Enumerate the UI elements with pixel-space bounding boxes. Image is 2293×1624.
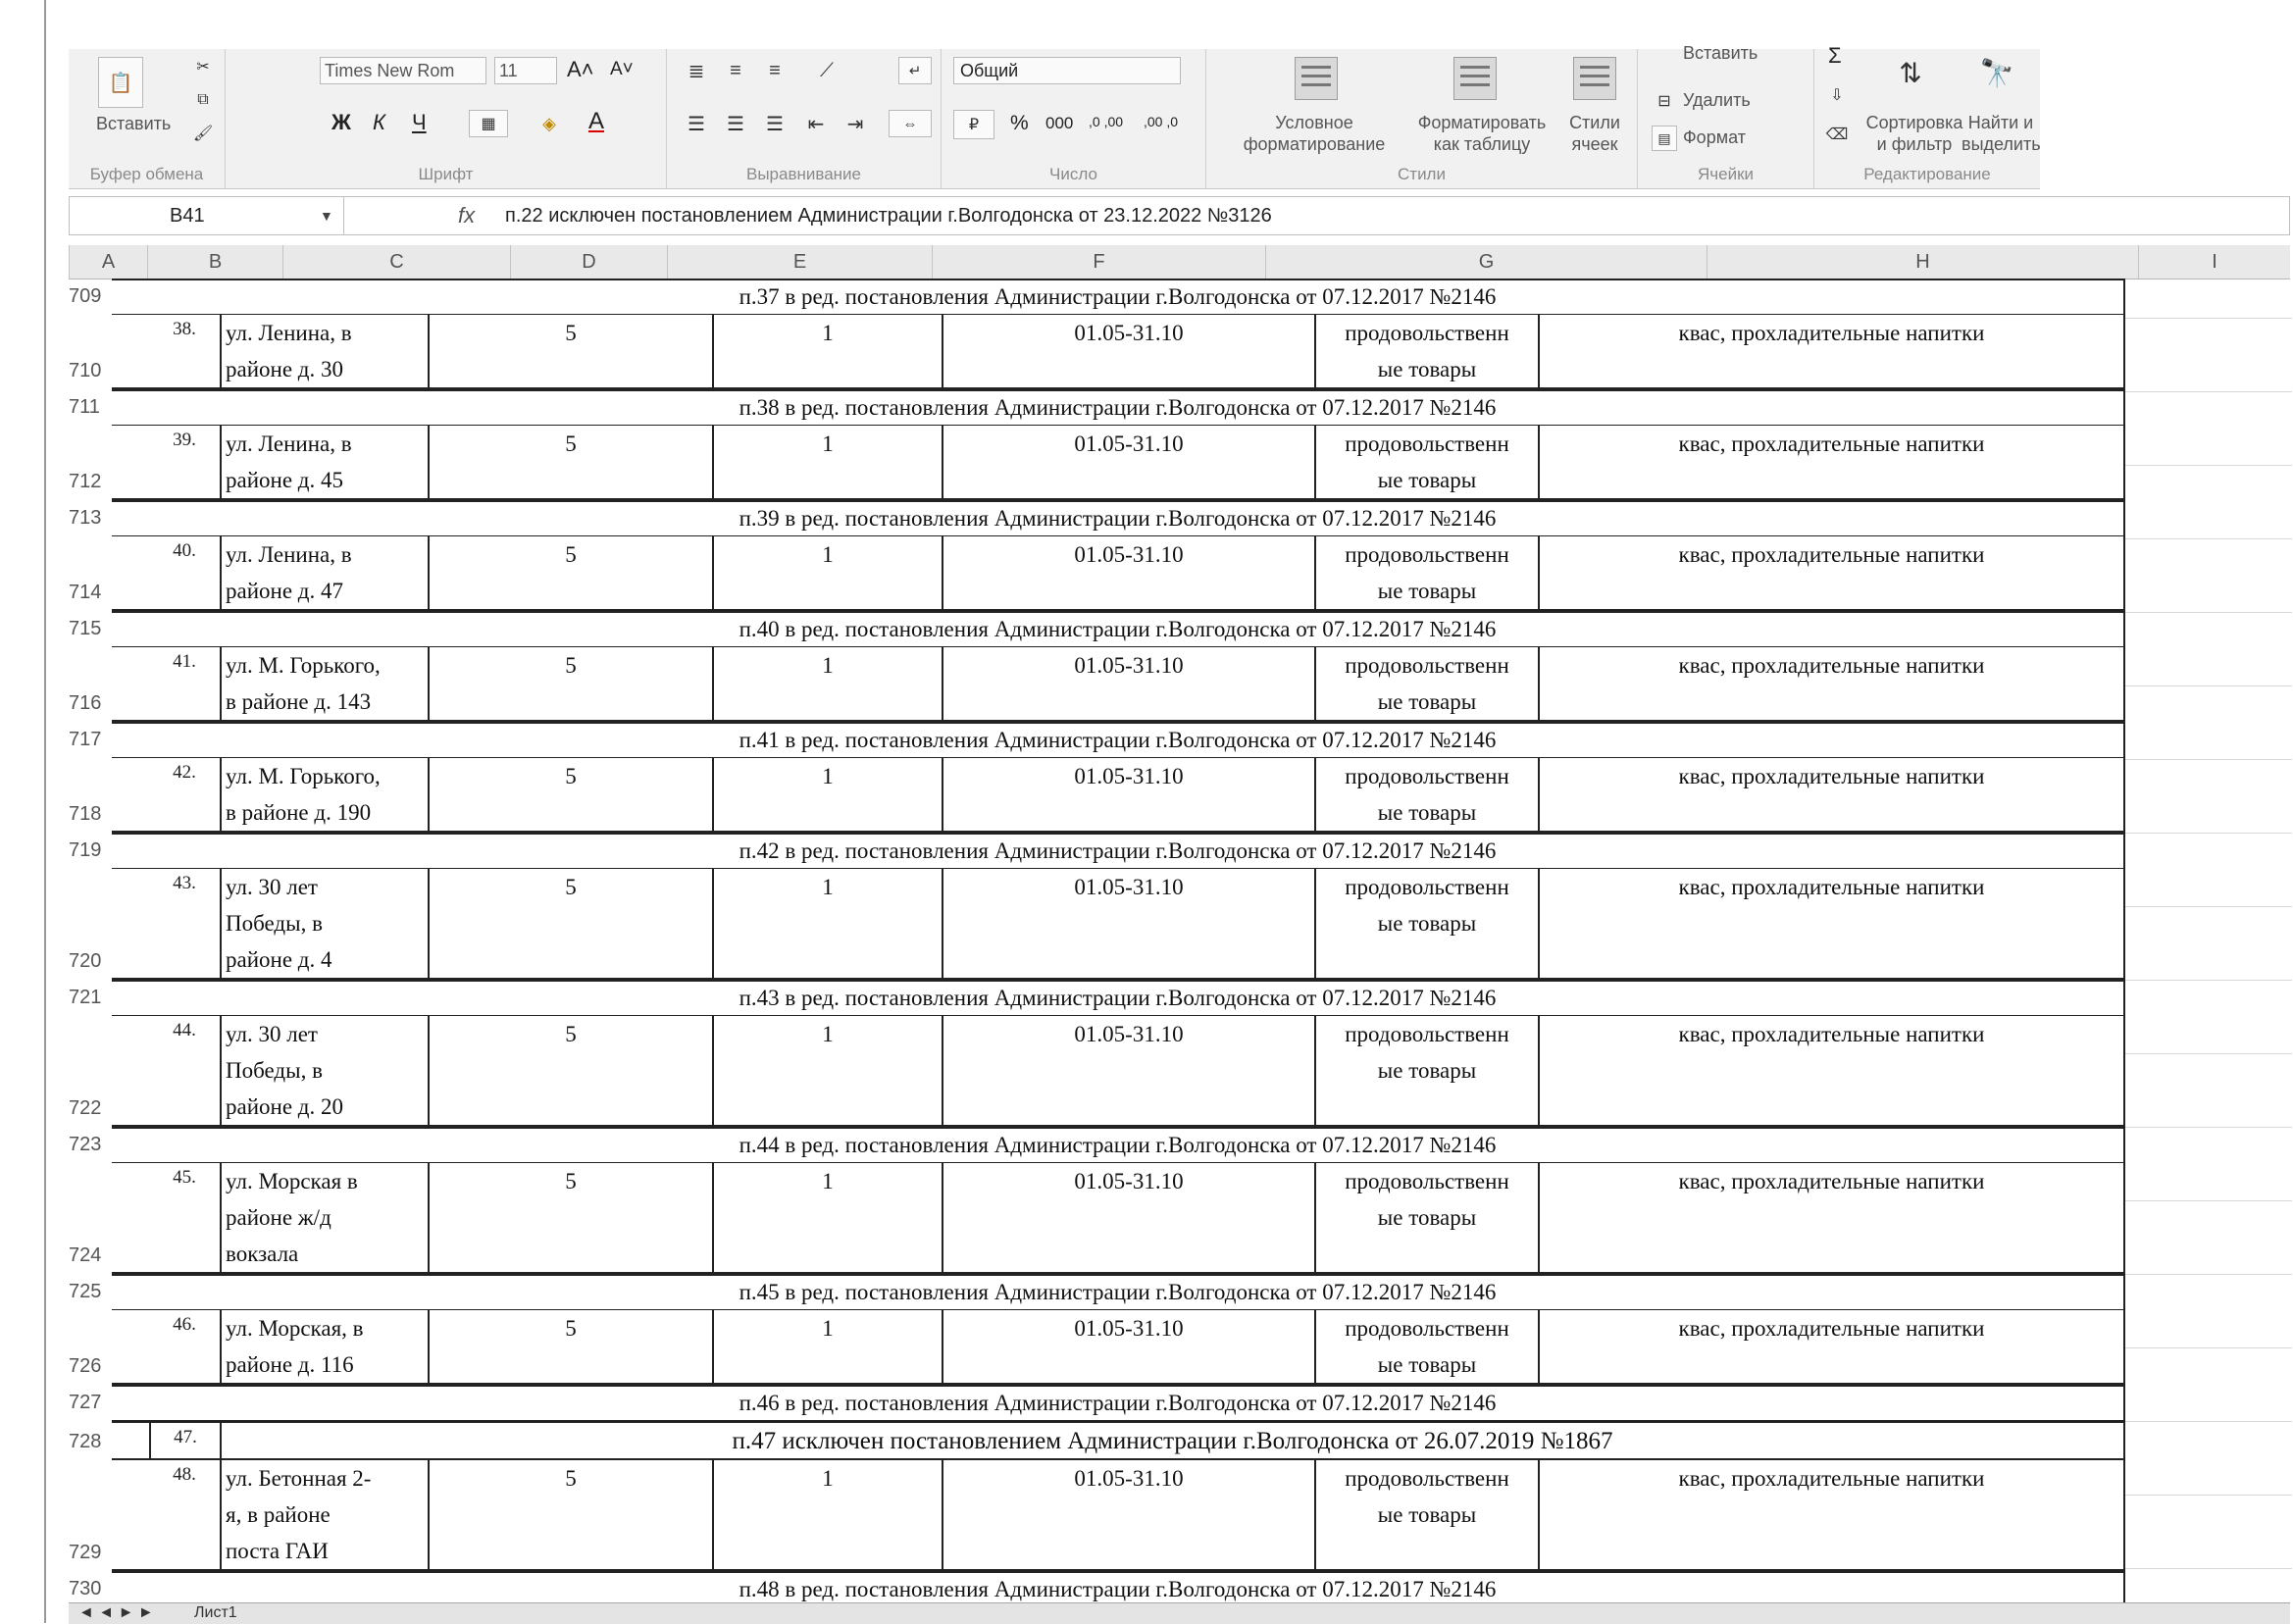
row-number[interactable]: 715 <box>69 618 102 639</box>
places-cell[interactable]: 1 <box>712 315 942 387</box>
fill-icon[interactable]: ⇩ <box>1830 87 1844 104</box>
row-index-cell[interactable]: 43. <box>173 873 196 893</box>
font-group-label: Шрифт <box>418 165 474 183</box>
thousands-button[interactable]: 000 <box>1045 114 1074 132</box>
column-header-e[interactable]: E <box>667 245 932 279</box>
cell-styles-button[interactable]: Стили ячеек <box>1569 113 1620 154</box>
table-row[interactable] <box>112 758 2123 833</box>
row-index-cell[interactable]: 45. <box>173 1167 196 1188</box>
amendment-note-row[interactable]: п.44 в ред. постановления Администрации г.Волгодонска от 07.12.2017 №2146 <box>112 1127 2123 1163</box>
editing-group-label: Редактирование <box>1863 165 1991 183</box>
bold-button[interactable]: Ж <box>331 110 351 134</box>
styles-group-label: Стили <box>1398 165 1446 183</box>
row-number[interactable]: 722 <box>69 1097 102 1119</box>
grid-line <box>2125 1200 2292 1201</box>
period-cell[interactable]: 01.05-31.10 <box>942 536 1314 609</box>
period-cell[interactable]: 01.05-31.10 <box>942 426 1314 498</box>
grid-line <box>2125 980 2292 981</box>
row-number[interactable]: 713 <box>69 507 102 529</box>
underline-button[interactable]: Ч <box>412 110 427 134</box>
row-index-cell[interactable]: 38. <box>173 319 196 339</box>
amendment-note-row[interactable]: п.40 в ред. постановления Администрации г.Волгодонска от 07.12.2017 №2146 <box>112 611 2123 647</box>
goods-list-cell[interactable]: квас, прохладительные напитки <box>1538 869 2123 978</box>
row-index-cell[interactable]: 39. <box>173 430 196 450</box>
area-cell[interactable]: 5 <box>428 1310 712 1383</box>
column-header-d[interactable]: D <box>510 245 667 279</box>
decrease-indent-icon[interactable]: ⇤ <box>807 113 825 135</box>
address-cell[interactable]: ул. Бетонная 2- я, в районе поста ГАИ <box>220 1460 428 1569</box>
increase-decimal-button[interactable]: ,0 ,00 <box>1089 114 1124 129</box>
row-number[interactable]: 711 <box>69 396 100 418</box>
excluded-row[interactable] <box>112 1421 2123 1460</box>
goods-type-cell[interactable]: продовольственн ые товары <box>1314 1016 1538 1125</box>
amendment-note-row[interactable]: п.37 в ред. постановления Администрации г.Волгодонска от 07.12.2017 №2146 <box>112 279 2123 315</box>
font-color-button[interactable]: A <box>588 108 605 134</box>
percent-button[interactable]: % <box>1010 112 1029 134</box>
goods-list-cell[interactable]: квас, прохладительные напитки <box>1538 426 2123 498</box>
currency-icon[interactable]: ₽ <box>953 110 994 139</box>
sort-filter-button[interactable]: Сортировка и фильтр <box>1865 113 1963 154</box>
address-cell[interactable]: ул. 30 лет Победы, в районе д. 4 <box>220 869 428 978</box>
row-number[interactable]: 714 <box>69 582 102 603</box>
goods-list-cell[interactable]: квас, прохладительные напитки <box>1538 315 2123 387</box>
table-row[interactable] <box>112 1163 2123 1274</box>
fill-color-icon[interactable]: ◈ <box>542 113 556 133</box>
column-header-b[interactable]: B <box>147 245 282 279</box>
amendment-note-row[interactable]: п.45 в ред. постановления Администрации г.Волгодонска от 07.12.2017 №2146 <box>112 1274 2123 1310</box>
increase-indent-icon[interactable]: ⇥ <box>846 113 864 135</box>
formula-input[interactable]: п.22 исключен постановлением Администрации г.Волгодонска от 23.12.2022 №3126 <box>505 205 1272 227</box>
period-cell[interactable]: 01.05-31.10 <box>942 1016 1314 1125</box>
address-cell[interactable]: ул. М. Горького, в районе д. 190 <box>220 758 428 831</box>
align-right-icon[interactable]: ☰ <box>766 113 784 135</box>
address-cell[interactable]: ул. Ленина, в районе д. 30 <box>220 315 428 387</box>
period-cell[interactable]: 01.05-31.10 <box>942 1460 1314 1569</box>
area-cell[interactable]: 5 <box>428 869 712 978</box>
align-middle-icon[interactable]: ≡ <box>730 59 741 81</box>
address-cell[interactable]: ул. Морская в районе ж/д вокзала <box>220 1163 428 1272</box>
delete-cells-button[interactable]: Удалить <box>1683 90 1751 110</box>
grid-line <box>2125 612 2292 613</box>
table-row[interactable] <box>112 1310 2123 1385</box>
grid-line <box>2125 1568 2292 1569</box>
table-row[interactable] <box>112 647 2123 722</box>
grid-line <box>2125 685 2292 686</box>
sheet-tabs-bar <box>69 1602 2290 1624</box>
grid-line <box>2125 1347 2292 1348</box>
area-cell[interactable]: 5 <box>428 1460 712 1569</box>
area-cell[interactable]: 5 <box>428 647 712 720</box>
places-cell[interactable]: 1 <box>712 1460 942 1569</box>
empty-column-i[interactable] <box>2123 279 2292 1602</box>
goods-type-cell[interactable]: продовольственн ые товары <box>1314 869 1538 978</box>
table-row[interactable] <box>112 1460 2123 1571</box>
number-group-label: Число <box>1049 165 1097 183</box>
align-top-icon[interactable]: ≣ <box>688 60 705 82</box>
goods-list-cell[interactable]: квас, прохладительные напитки <box>1538 1460 2123 1569</box>
area-cell[interactable]: 5 <box>428 1163 712 1272</box>
find-select-button[interactable]: Найти и выделить <box>1962 113 2041 154</box>
row-index-cell[interactable]: 40. <box>173 540 196 561</box>
goods-type-cell[interactable]: продовольственн ые товары <box>1314 1163 1538 1272</box>
number-format-select[interactable]: Общий <box>953 57 1181 84</box>
row-number[interactable]: 721 <box>69 987 102 1008</box>
sheet-nav-buttons[interactable]: ◄ ◄ ► ► <box>78 1604 154 1621</box>
address-cell[interactable]: ул. М. Горького, в районе д. 143 <box>220 647 428 720</box>
alignment-group-label: Выравнивание <box>745 165 862 183</box>
column-header-a[interactable]: A <box>69 245 147 279</box>
row-number[interactable]: 726 <box>69 1355 102 1377</box>
period-cell[interactable]: 01.05-31.10 <box>942 1163 1314 1272</box>
column-header-g[interactable]: G <box>1265 245 1707 279</box>
goods-type-cell[interactable]: продовольственн ые товары <box>1314 647 1538 720</box>
shrink-font-button[interactable]: A˅ <box>610 59 634 79</box>
orientation-icon[interactable]: ⟋ <box>820 59 834 81</box>
row-number[interactable]: 725 <box>69 1281 102 1302</box>
places-cell[interactable]: 1 <box>712 869 942 978</box>
grid-line <box>2125 1495 2292 1496</box>
wrap-text-icon[interactable]: ↵ <box>898 57 932 84</box>
row-number[interactable]: 719 <box>69 839 102 861</box>
cut-icon[interactable]: ✂ <box>196 59 210 76</box>
column-header-f[interactable]: F <box>932 245 1265 279</box>
cells-group-label: Ячейки <box>1697 165 1755 183</box>
align-center-icon[interactable]: ☰ <box>727 113 744 135</box>
goods-type-cell[interactable]: продовольственн ые товары <box>1314 315 1538 387</box>
row-index-cell[interactable]: 48. <box>173 1464 196 1485</box>
row-index-cell[interactable]: 42. <box>173 762 196 783</box>
grid-line <box>2125 759 2292 760</box>
row-index-cell[interactable]: 47. <box>149 1423 220 1458</box>
row-number[interactable]: 710 <box>69 360 102 381</box>
grid-line <box>2125 1274 2292 1275</box>
format-cells-button[interactable]: Формат <box>1683 127 1746 147</box>
paste-icon[interactable]: 📋 <box>98 57 143 108</box>
clear-icon[interactable]: ⌫ <box>1825 127 1849 143</box>
table-row[interactable] <box>112 315 2123 389</box>
paste-button[interactable]: Вставить <box>96 114 172 133</box>
address-cell[interactable]: ул. Ленина, в районе д. 45 <box>220 426 428 498</box>
area-cell[interactable]: 5 <box>428 315 712 387</box>
places-cell[interactable]: 1 <box>712 1016 942 1125</box>
row-number[interactable]: 712 <box>69 471 102 492</box>
font-size-select[interactable]: 11 <box>494 57 557 84</box>
area-cell[interactable]: 5 <box>428 758 712 831</box>
clipboard-group-label: Буфер обмена <box>89 165 204 183</box>
grid-line <box>2125 391 2292 392</box>
find-select-icon[interactable]: 🔭 <box>1979 57 2014 88</box>
table-row[interactable] <box>112 426 2123 500</box>
format-cells-icon: ▤ <box>1652 126 1677 151</box>
sort-filter-icon[interactable]: ⇅ <box>1899 57 1922 88</box>
area-cell[interactable]: 5 <box>428 1016 712 1125</box>
amendment-note-row[interactable]: п.39 в ред. постановления Администрации г.Волгодонска от 07.12.2017 №2146 <box>112 500 2123 536</box>
places-cell[interactable]: 1 <box>712 426 942 498</box>
row-index-cell[interactable]: 41. <box>173 651 196 672</box>
period-cell[interactable]: 01.05-31.10 <box>942 647 1314 720</box>
address-cell[interactable]: ул. Ленина, в районе д. 47 <box>220 536 428 609</box>
delete-cells-icon: ⊟ <box>1657 93 1671 110</box>
places-cell[interactable]: 1 <box>712 1163 942 1272</box>
borders-icon[interactable]: ▦ <box>469 110 508 137</box>
period-cell[interactable]: 01.05-31.10 <box>942 869 1314 978</box>
amendment-note-row[interactable]: п.48 в ред. постановления Администрации г.Волгодонска от 07.12.2017 №2146 <box>112 1571 2123 1607</box>
goods-type-cell[interactable]: продовольственн ые товары <box>1314 758 1538 831</box>
goods-list-cell[interactable]: квас, прохладительные напитки <box>1538 1163 2123 1272</box>
insert-cells-button[interactable]: Вставить <box>1683 43 1758 63</box>
grow-font-button[interactable]: A˄ <box>567 57 594 81</box>
conditional-format-button[interactable]: Условное форматирование <box>1243 113 1386 154</box>
goods-list-cell[interactable]: квас, прохладительные напитки <box>1538 1016 2123 1125</box>
row-number[interactable]: 729 <box>69 1542 102 1563</box>
format-painter-icon[interactable]: 🖌 <box>192 126 214 142</box>
align-left-icon[interactable]: ☰ <box>688 113 705 135</box>
autosum-button[interactable]: Σ <box>1828 43 1842 68</box>
address-cell[interactable]: ул. Морская, в районе д. 116 <box>220 1310 428 1383</box>
row-index-cell[interactable]: 46. <box>173 1314 196 1335</box>
places-cell[interactable]: 1 <box>712 1310 942 1383</box>
grid-line <box>2125 538 2292 539</box>
goods-list-cell[interactable]: квас, прохладительные напитки <box>1538 758 2123 831</box>
goods-type-cell[interactable]: продовольственн ые товары <box>1314 426 1538 498</box>
format-as-table-button[interactable]: Форматировать как таблицу <box>1417 113 1547 154</box>
period-cell[interactable]: 01.05-31.10 <box>942 1310 1314 1383</box>
amendment-note-row[interactable]: п.41 в ред. постановления Администрации г.Волгодонска от 07.12.2017 №2146 <box>112 722 2123 758</box>
name-box-dropdown-icon[interactable]: ▼ <box>320 208 333 224</box>
places-cell[interactable]: 1 <box>712 647 942 720</box>
goods-type-cell[interactable]: продовольственн ые товары <box>1314 1460 1538 1569</box>
goods-list-cell[interactable]: квас, прохладительные напитки <box>1538 536 2123 609</box>
goods-type-cell[interactable]: продовольственн ые товары <box>1314 536 1538 609</box>
name-box[interactable]: B41 <box>70 197 344 234</box>
table-row[interactable] <box>112 1016 2123 1127</box>
row-number[interactable]: 716 <box>69 692 102 714</box>
row-number[interactable]: 727 <box>69 1392 102 1413</box>
grid-line <box>2125 906 2292 907</box>
places-cell[interactable]: 1 <box>712 536 942 609</box>
italic-button[interactable]: К <box>373 110 385 134</box>
grid-line <box>2125 1053 2292 1054</box>
grid-line <box>2125 1421 2292 1422</box>
align-bottom-icon[interactable]: ≡ <box>769 59 781 81</box>
grid-line <box>2125 465 2292 466</box>
grid-line <box>2125 318 2292 319</box>
excluded-note-cell[interactable]: п.47 исключен постановлением Администрации г.Волгодонска от 26.07.2019 №1867 <box>220 1423 2123 1458</box>
insert-function-button[interactable]: fx <box>458 203 476 228</box>
grid-line <box>2125 833 2292 834</box>
decrease-decimal-button[interactable]: ,00 ,0 <box>1144 114 1179 129</box>
row-index-cell[interactable]: 44. <box>173 1020 196 1040</box>
row-number[interactable]: 720 <box>69 950 102 972</box>
amendment-note-row[interactable]: п.38 в ред. постановления Администрации г.Волгодонска от 07.12.2017 №2146 <box>112 389 2123 426</box>
font-name-select[interactable]: Times New Rom <box>320 57 486 84</box>
row-number[interactable]: 724 <box>69 1244 102 1266</box>
area-cell[interactable]: 5 <box>428 426 712 498</box>
merge-center-icon[interactable]: ⇔ <box>889 110 932 137</box>
sheet-tab-active[interactable]: Лист1 <box>194 1604 237 1621</box>
area-cell[interactable]: 5 <box>428 536 712 609</box>
goods-list-cell[interactable]: квас, прохладительные напитки <box>1538 1310 2123 1383</box>
amendment-note-row[interactable]: п.46 в ред. постановления Администрации г.Волгодонска от 07.12.2017 №2146 <box>112 1385 2123 1421</box>
period-cell[interactable]: 01.05-31.10 <box>942 758 1314 831</box>
row-number[interactable]: 709 <box>69 285 102 307</box>
row-number[interactable]: 730 <box>69 1578 102 1599</box>
table-row[interactable] <box>112 536 2123 611</box>
goods-type-cell[interactable]: продовольственн ые товары <box>1314 1310 1538 1383</box>
places-cell[interactable]: 1 <box>712 758 942 831</box>
column-header-i[interactable]: I <box>2138 245 2290 279</box>
column-header-h[interactable]: H <box>1707 245 2138 279</box>
table-row[interactable] <box>112 869 2123 980</box>
period-cell[interactable]: 01.05-31.10 <box>942 315 1314 387</box>
row-number[interactable]: 728 <box>69 1431 102 1452</box>
goods-list-cell[interactable]: квас, прохладительные напитки <box>1538 647 2123 720</box>
amendment-note-row[interactable]: п.43 в ред. постановления Администрации г.Волгодонска от 07.12.2017 №2146 <box>112 980 2123 1016</box>
copy-icon[interactable]: ⧉ <box>197 91 209 108</box>
amendment-note-row[interactable]: п.42 в ред. постановления Администрации г.Волгодонска от 07.12.2017 №2146 <box>112 833 2123 869</box>
column-header-c[interactable]: C <box>282 245 510 279</box>
row-number[interactable]: 717 <box>69 729 102 750</box>
row-number[interactable]: 718 <box>69 803 102 825</box>
address-cell[interactable]: ул. 30 лет Победы, в районе д. 20 <box>220 1016 428 1125</box>
grid-line <box>2125 1127 2292 1128</box>
row-number[interactable]: 723 <box>69 1134 102 1155</box>
